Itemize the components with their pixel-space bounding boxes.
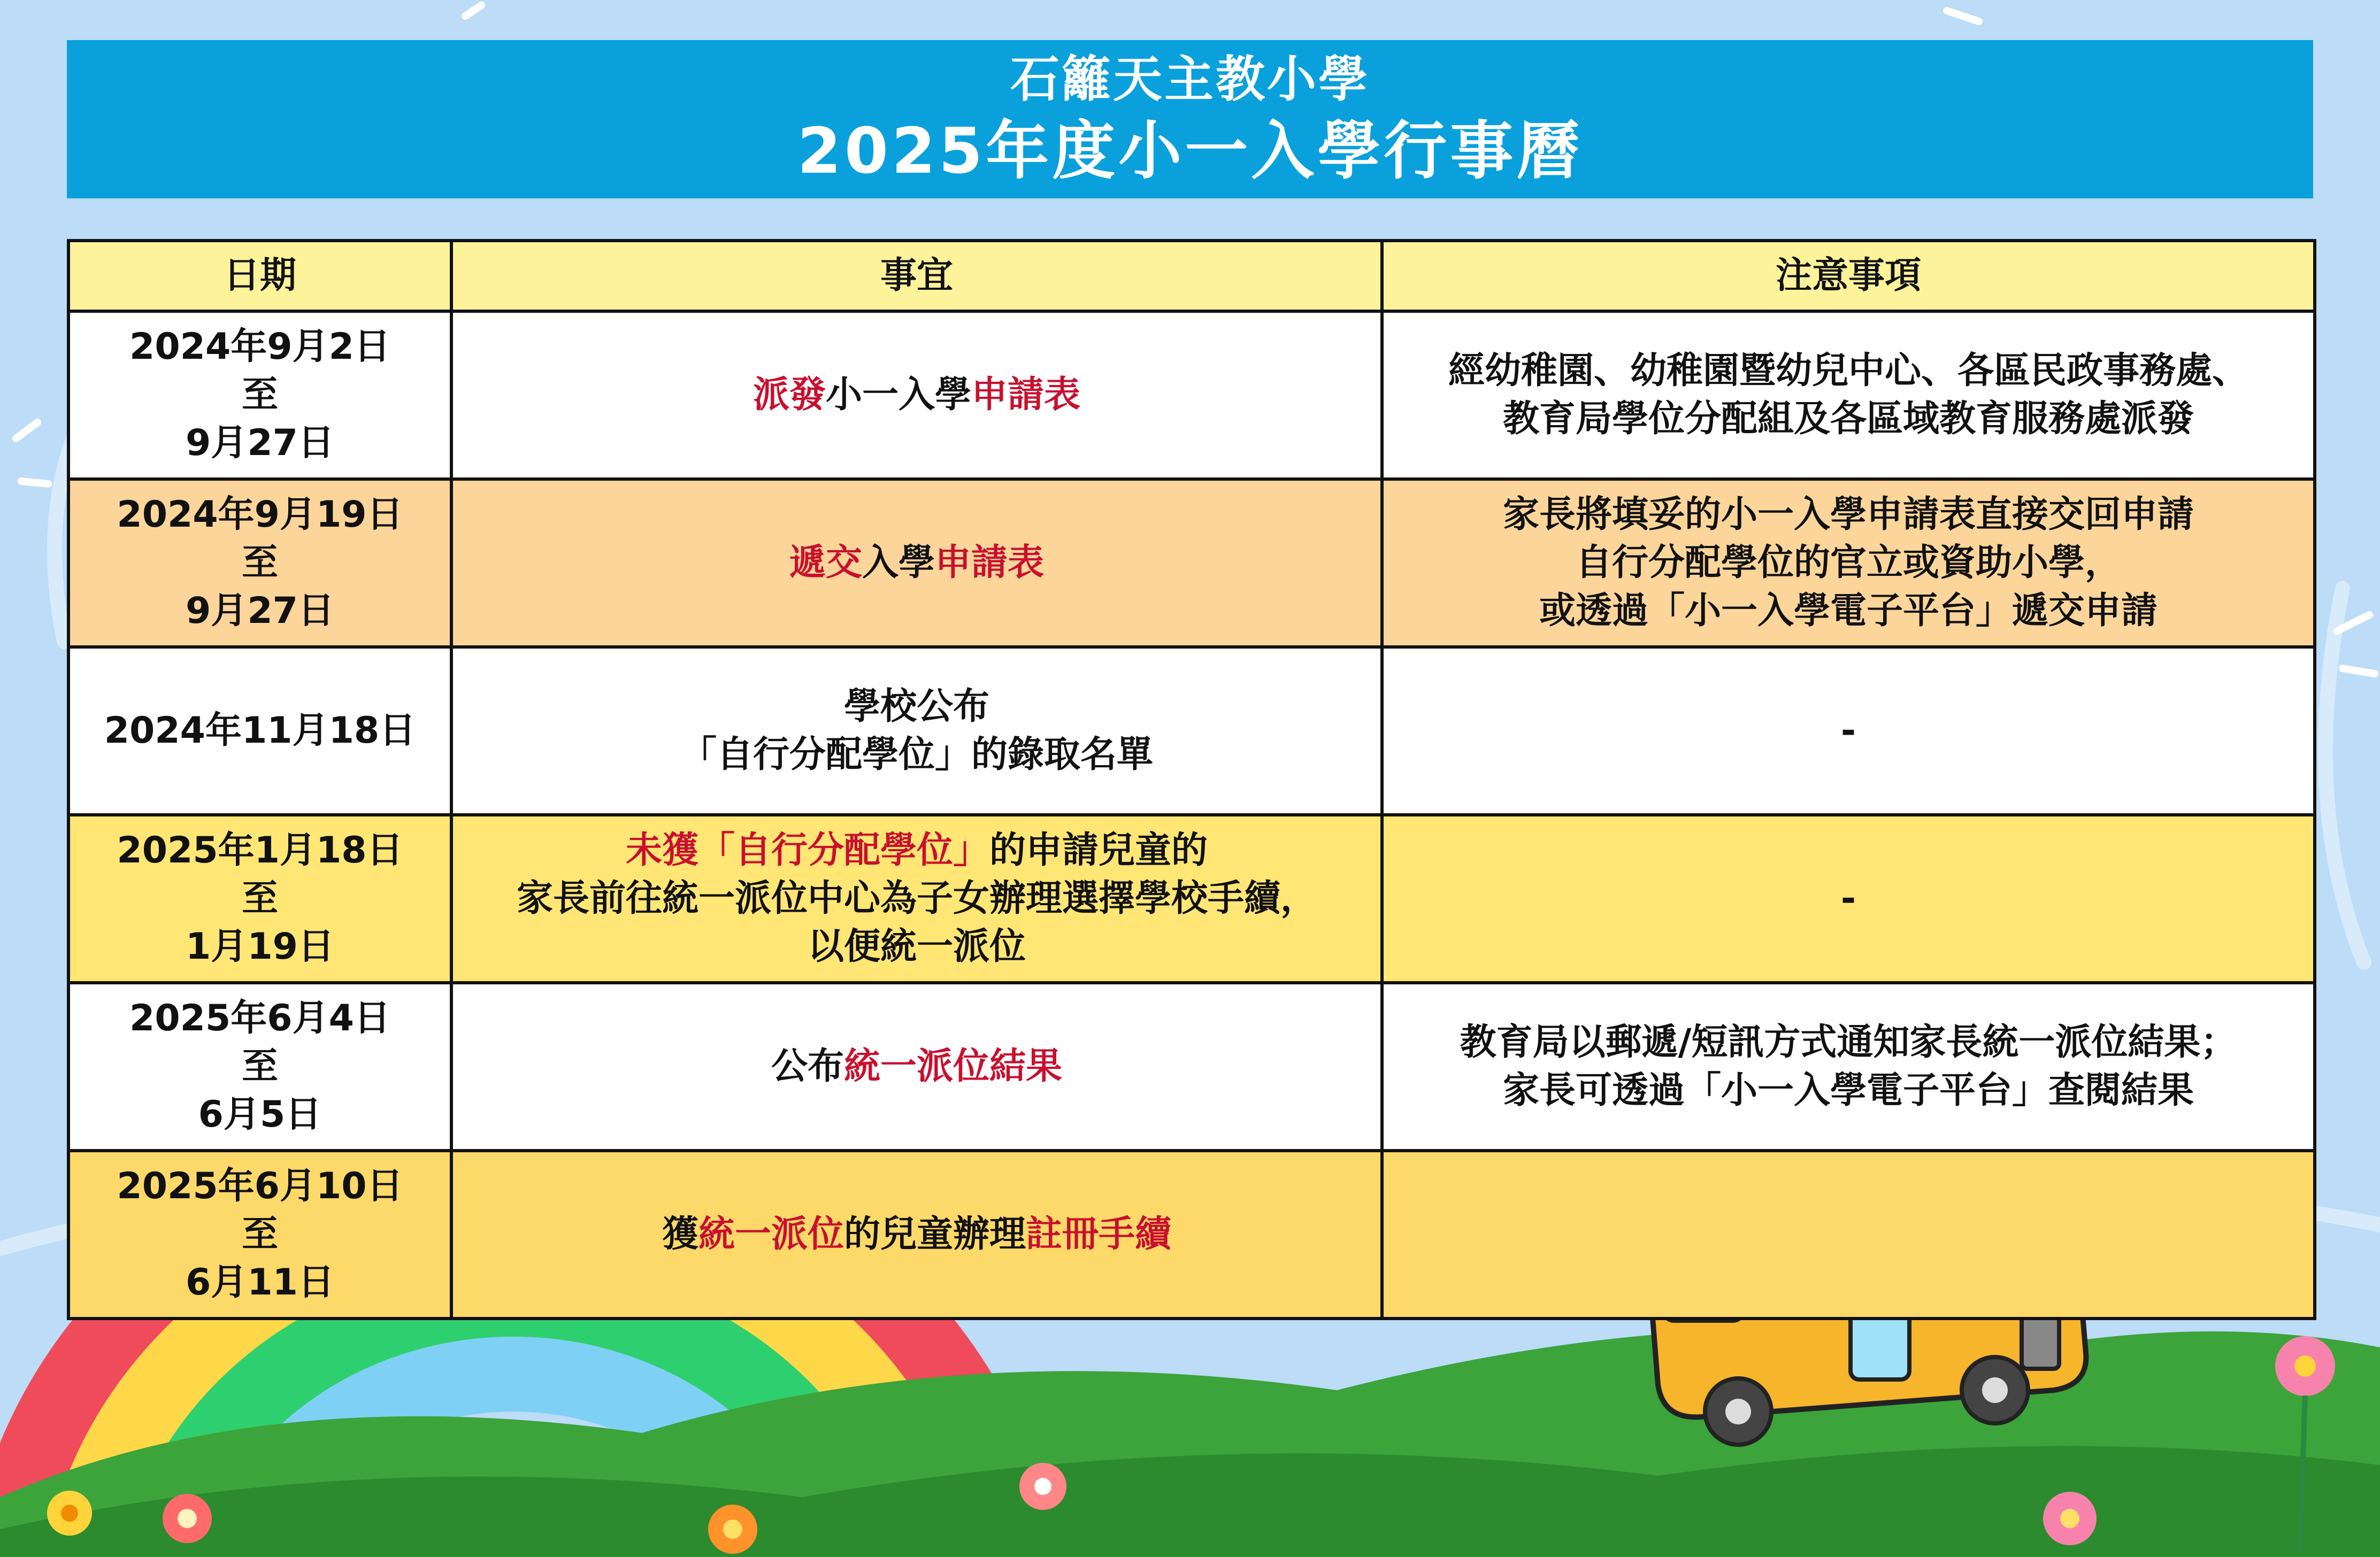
date-text: 至 (241, 1213, 278, 1255)
column-header-matter: 事宜 (451, 241, 1382, 311)
matter-text: 小一入學 (825, 374, 971, 416)
table-row (68, 647, 2315, 815)
matter-cell (451, 1151, 1382, 1319)
matter-text: 家長前往統一派位中心為子女辦理選擇學校手續， (516, 877, 1317, 920)
school-name: 石籬天主教小學 (1010, 51, 1370, 108)
date-text: 9月27日 (186, 590, 334, 632)
date-cell (68, 983, 451, 1151)
matter-cell (451, 479, 1382, 647)
notes-text: 家長將填妥的小一入學申請表直接交回申請 (1502, 494, 2194, 536)
date-text: 2025年6月10日 (117, 1165, 403, 1207)
table-row (68, 983, 2315, 1151)
date-text: 2025年6月4日 (129, 997, 390, 1039)
highlighted-text: 申請表 (971, 374, 1081, 416)
column-header-date: 日期 (68, 241, 451, 311)
header-banner (67, 40, 2313, 198)
matter-line (464, 731, 1370, 779)
matter-cell (451, 647, 1382, 815)
calendar-title: 2025年度小一入學行事曆 (797, 114, 1583, 188)
notes-text: 家長可透過「小一入學電子平台」查閱結果 (1502, 1069, 2194, 1112)
column-header-notes: 注意事項 (1382, 241, 2315, 311)
matter-text: 的兒童辦理 (844, 1213, 1026, 1255)
notes-text: 教育局以郵遞/短訊方式通知家長統一派位結果； (1460, 1021, 2237, 1063)
matter-line (464, 875, 1370, 923)
date-text: 2024年9月2日 (129, 326, 390, 368)
date-text: 2024年9月19日 (117, 494, 403, 536)
date-text: 9月27日 (186, 422, 334, 464)
matter-line (464, 683, 1370, 731)
notes-cell (1382, 815, 2315, 983)
matter-text: 的申請兒童的 (989, 829, 1208, 872)
matter-cell (451, 815, 1382, 983)
matter-text: 獲 (662, 1213, 698, 1255)
notes-text: - (1840, 710, 1856, 752)
date-cell (68, 1151, 451, 1319)
table-row (68, 311, 2315, 479)
highlighted-text: 派發 (753, 374, 826, 416)
highlighted-text: 遞交 (789, 542, 862, 584)
notes-cell (1382, 479, 2315, 647)
matter-text: 以便統一派位 (807, 926, 1026, 968)
date-cell (68, 647, 451, 815)
matter-text: 入學 (862, 542, 935, 584)
admission-schedule-table (67, 239, 2316, 1320)
matter-line (464, 923, 1370, 971)
date-cell (68, 479, 451, 647)
date-text: 1月19日 (186, 926, 334, 968)
date-text: 至 (241, 374, 278, 416)
table-row (68, 815, 2315, 983)
matter-text: 學校公布 (843, 685, 989, 728)
highlighted-text: 統一派位結果 (844, 1045, 1063, 1088)
highlighted-text: 統一派位 (698, 1213, 844, 1255)
matter-text: 「自行分配學位」的錄取名單 (680, 734, 1153, 776)
date-text: 至 (241, 1045, 278, 1088)
date-text: 至 (241, 877, 278, 920)
notes-cell (1382, 983, 2315, 1151)
table-header-row (68, 241, 2315, 311)
date-text: 2025年1月18日 (117, 829, 403, 872)
table-row (68, 479, 2315, 647)
notes-text: 自行分配學位的官立或資助小學， (1575, 542, 2121, 584)
matter-line (464, 539, 1370, 587)
date-text: 至 (241, 542, 278, 584)
date-cell (68, 815, 451, 983)
notes-text: 教育局學位分配組及各區域教育服務處派發 (1502, 398, 2194, 440)
notes-text: 經幼稚園、幼稚園暨幼兒中心、各區民政事務處、 (1448, 350, 2248, 392)
notes-text: - (1840, 877, 1856, 920)
matter-line (464, 827, 1370, 875)
highlighted-text: 註冊手續 (1026, 1213, 1172, 1255)
highlighted-text: 未獲「自行分配學位」 (625, 829, 989, 872)
matter-cell (451, 311, 1382, 479)
matter-line (464, 1043, 1370, 1091)
matter-text: 公布 (771, 1045, 844, 1088)
date-text: 6月5日 (198, 1093, 322, 1136)
notes-cell (1382, 311, 2315, 479)
matter-line (464, 1211, 1370, 1259)
date-text: 2024年11月18日 (104, 710, 416, 752)
matter-cell (451, 983, 1382, 1151)
notes-cell (1382, 1151, 2315, 1319)
matter-line (464, 371, 1370, 419)
table-row (68, 1151, 2315, 1319)
highlighted-text: 申請表 (935, 542, 1045, 584)
notes-text: 或透過「小一入學電子平台」遞交申請 (1539, 590, 2158, 632)
date-text: 6月11日 (186, 1261, 334, 1304)
notes-cell (1382, 647, 2315, 815)
date-cell (68, 311, 451, 479)
